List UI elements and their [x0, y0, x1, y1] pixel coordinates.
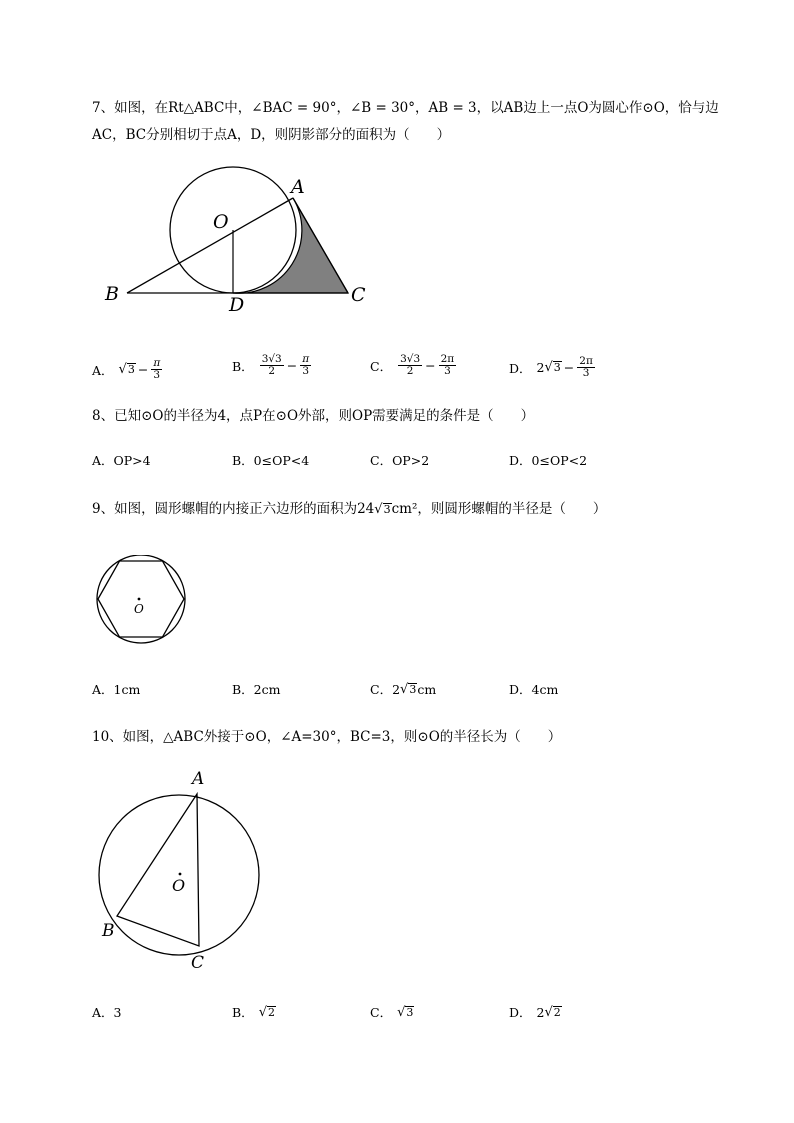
q8-option-c[interactable]: C．OP>2 [370, 453, 430, 468]
q10-text: 10、如图，△ABC外接于⊙O，∠A=30°，BC=3，则⊙O的半径长为（ ） [92, 729, 562, 745]
q10-center-dot [179, 873, 182, 876]
q9-label-o: O [134, 602, 144, 616]
q7-label-b: B [105, 283, 119, 305]
q10-triangle [117, 794, 199, 946]
q9-option-d[interactable]: D．4cm [509, 682, 559, 697]
q9-option-a[interactable]: A．1cm [92, 682, 141, 697]
q7-shaded-region [233, 198, 348, 293]
q8-option-d[interactable]: D．0≤OP<2 [509, 453, 588, 468]
q9-figure [94, 555, 190, 645]
q7-option-a[interactable]: A． √ 3 − $\frac{\pi}{3}$ [92, 357, 161, 381]
q8-text: 8、已知⊙O的半径为4，点P在⊙O外部，则OP需要满足的条件是（ ） [92, 408, 535, 424]
q8-option-b[interactable]: B．0≤OP<4 [232, 453, 310, 468]
q7-line1: 7、如图，在Rt△ABC中，∠BAC = 90°，∠B = 30°，AB = 3，以AB边上一点O为圆心作⊙O，恰与边 [92, 100, 719, 116]
q7-line2: AC，BC分别相切于点A，D，则阴影部分的面积为（ ） [92, 127, 451, 143]
q10-option-b[interactable]: B． √ 2 [232, 1004, 275, 1020]
q7-label-o: O [213, 211, 229, 233]
q8-option-a[interactable]: A．OP>4 [92, 453, 151, 468]
q9-hexagon [98, 561, 184, 637]
q9-option-c[interactable]: C．2 √ 3 cm [370, 681, 437, 697]
q7-segment-ab [127, 198, 293, 293]
q7-option-c[interactable]: C． $\frac{3√3}{2}$ − $\frac{2\pi}{3}$ [370, 353, 455, 377]
q10-circle [99, 795, 259, 955]
q10-label-o: O [172, 876, 186, 895]
q7-label-c: C [351, 284, 366, 306]
q7-label-a: A [291, 176, 305, 198]
q7-label-d: D [229, 294, 245, 316]
q10-figure [95, 765, 270, 975]
q7-option-d[interactable]: D． 2 √ 3 − $\frac{2\pi}{3}$ [509, 355, 593, 379]
q10-label-b: B [102, 921, 115, 941]
q7-figure [95, 160, 385, 320]
q10-label-c: C [191, 953, 205, 973]
q10-option-c[interactable]: C． √ 3 [370, 1004, 414, 1020]
q10-label-a: A [192, 769, 205, 789]
q7-option-b[interactable]: B． $\frac{3√3}{2}$ − $\frac{\pi}{3}$ [232, 353, 310, 377]
q9-text: 9、如图，圆形螺帽的内接正六边形的面积为24 √ 3 cm²，则圆形螺帽的半径是（ ） [92, 501, 607, 517]
q9-center-dot [138, 598, 141, 601]
q9-circle [97, 555, 185, 643]
q10-option-a[interactable]: A．3 [92, 1005, 122, 1020]
q10-option-d[interactable]: D． 2 √ 2 [509, 1004, 561, 1020]
q9-option-b[interactable]: B．2cm [232, 682, 281, 697]
